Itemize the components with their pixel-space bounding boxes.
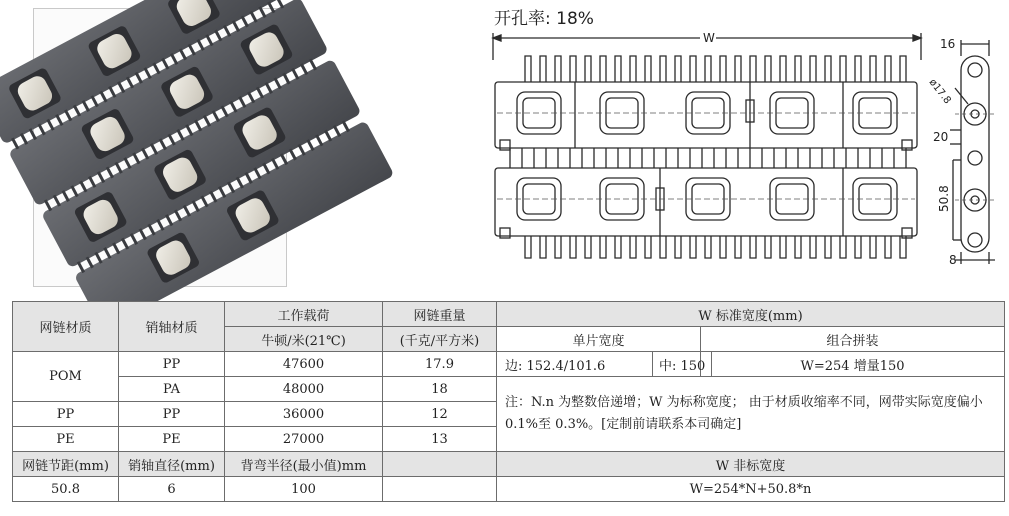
open-area-ratio: 开孔率: 18% [494, 9, 594, 29]
belt-technical-drawing [485, 0, 1009, 275]
cell-weight: 18 [383, 377, 497, 402]
header-standard-width: W 标准宽度(mm) [497, 302, 1005, 327]
dim-8-label: 8 [949, 253, 957, 267]
width-note: 注：N.n 为整数倍递增；W 为标称宽度； 由于材质收缩率不同，网带实际宽度偏小 0.1%至 0.3%。[定制前请联系本司确定] [497, 377, 1005, 452]
dim-50-8-label: 50.8 [937, 185, 951, 212]
cell-weight: 12 [383, 402, 497, 427]
cell-combined: W=254 增量150 [701, 352, 1005, 377]
cell-pin-material: PP [119, 352, 225, 377]
spec-table [12, 301, 1005, 502]
cell-load: 36000 [225, 402, 383, 427]
header-pitch: 网链节距(mm) [13, 452, 119, 477]
modular-belt-photo [34, 9, 286, 286]
product-photo [33, 8, 287, 287]
dim-diameter-label: ø17.8 [926, 77, 953, 107]
header-combined: 组合拼装 [701, 327, 1005, 352]
edge-width: 边: 152.4/101.6 [497, 352, 653, 376]
dim-20-label: 20 [933, 130, 949, 144]
cell-back-bend-radius: 100 [225, 477, 383, 502]
dim-w-label: W [703, 31, 715, 45]
cell-load: 47600 [225, 352, 383, 377]
cell-chain-material: POM [13, 352, 119, 402]
table-row [13, 352, 1005, 377]
header-weight: 网链重量 [383, 302, 497, 327]
dim-16-label: 16 [940, 37, 956, 51]
cell-pin-material: PE [119, 427, 225, 452]
header-weight-unit: (千克/平方米) [383, 327, 497, 352]
cell-pin-material: PP [119, 402, 225, 427]
cell-load: 27000 [225, 427, 383, 452]
header-load: 工作载荷 [225, 302, 383, 327]
cell-chain-material: PE [13, 427, 119, 452]
cell-chain-material: PP [13, 402, 119, 427]
header-single-width: 单片宽度 [497, 327, 701, 352]
table-row [13, 377, 1005, 402]
cell-blank [383, 477, 497, 502]
header-nonstandard-width: W 非标宽度 [497, 452, 1005, 477]
table-row [13, 477, 1005, 502]
cell-single-width [497, 352, 706, 377]
cell-pin-diameter: 6 [119, 477, 225, 502]
header-chain-material: 网链材质 [13, 302, 119, 352]
header-pin-material: 销轴材质 [119, 302, 225, 352]
cell-pin-material: PA [119, 377, 225, 402]
cell-pitch: 50.8 [13, 477, 119, 502]
cell-load: 48000 [225, 377, 383, 402]
mid-width: 中: 150 [653, 352, 712, 376]
header-load-unit: 牛顿/米(21℃) [225, 327, 383, 352]
header-pin-diameter: 销轴直径(mm) [119, 452, 225, 477]
header-blank [383, 452, 497, 477]
cell-weight: 13 [383, 427, 497, 452]
cell-nonstandard-formula: W=254*N+50.8*n [497, 477, 1005, 502]
header-back-bend-radius: 背弯半径(最小值)mm [225, 452, 383, 477]
cell-weight: 17.9 [383, 352, 497, 377]
